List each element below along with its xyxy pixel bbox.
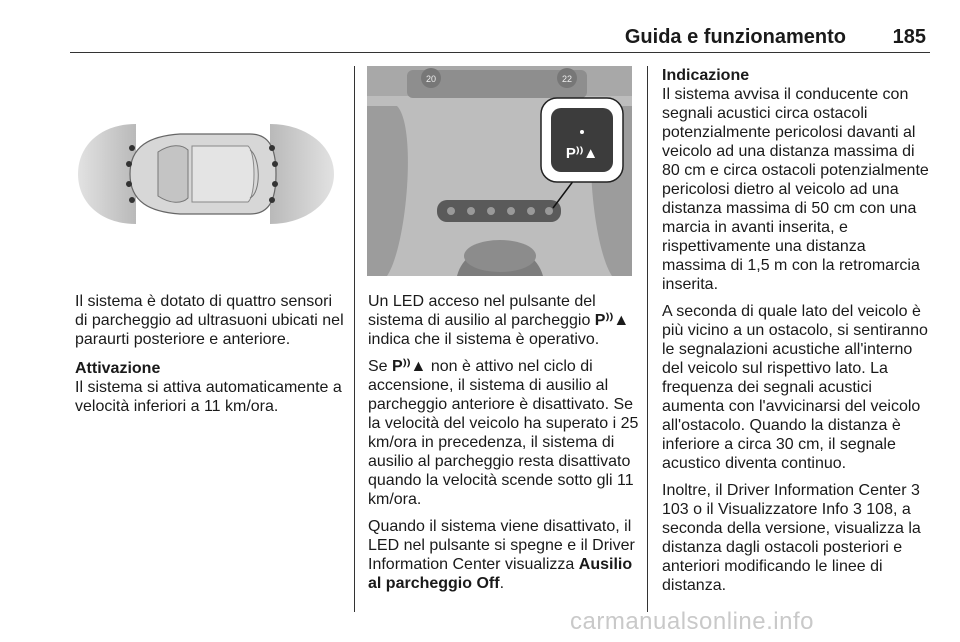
park-assist-symbol: P⁾⁾▲ (392, 358, 427, 375)
deactivation-paragraph: Quando il sistema viene disattivato, il LED nel pulsante si spegne e il Driver Information Center visualizza Ausilio al parcheggio Off. (368, 518, 635, 592)
watermark: carmanualsonline.info (570, 608, 814, 635)
page-number: 185 (892, 26, 926, 48)
svg-text:20: 20 (425, 74, 437, 84)
led-paragraph: Un LED acceso nel pulsante del sistema di ausilio al parcheggio P⁾⁾▲ indica che il sistema è operativo. (368, 293, 630, 348)
off-message: Ausilio al parcheggio Off (368, 556, 633, 592)
inactive-paragraph: Se P⁾⁾▲ non è attivo nel ciclo di accensione, il sistema di ausilio al parcheggio anteriore è disattivato. Se la velocità del veicolo ha superato i 25 km/ora in precedenza, il sistema di ausilio al parcheggio resta disattivato quando la velocità scende sotto gli 11 km/ora. (368, 358, 639, 508)
column-3 (662, 66, 930, 603)
parking-sensor-figure (70, 66, 343, 276)
indication-heading: Indicazione (662, 67, 750, 84)
svg-text:P⁾⁾▲: P⁾⁾▲ (565, 145, 599, 162)
park-assist-button-figure (367, 66, 632, 276)
column-divider-left (354, 66, 355, 612)
activation-paragraph: Il sistema si attiva automaticamente a velocità inferiori a 11 km/ora. (75, 379, 342, 415)
activation-heading: Attivazione (75, 360, 161, 377)
indication-paragraph-3: Inoltre, il Driver Information Center 3 103 o il Visualizzatore Info 3 108, a seconda della versione, visualizza la distanza dagli ostacoli posteriori e anteriori modificando le linee di distanza. (662, 482, 921, 594)
column-divider-right (647, 66, 648, 612)
column-2 (368, 292, 640, 601)
intro-paragraph: Il sistema è dotato di quattro sensori di parcheggio ad ultrasuoni ubicati nel paraurti posteriore e anteriore. (75, 293, 344, 348)
column-1 (75, 292, 347, 424)
page-reference-link[interactable]: 3 103 (662, 482, 920, 518)
park-assist-symbol: P⁾⁾▲ (594, 312, 630, 329)
page-reference-link[interactable]: 3 108 (852, 501, 893, 518)
page-header (70, 18, 930, 53)
svg-text:22: 22 (561, 74, 573, 84)
indication-paragraph-2: A seconda di quale lato del veicolo è più vicino a un ostacolo, si sentiranno le segnalazioni acustiche all'interno del veicolo sul rispettivo lato. La frequenza dei segnali acustici aumenta con l'avvicinarsi del veicolo all'ostacolo. Quando la distanza è inferiore a circa 30 cm, il segnale acustico diventa continuo. (662, 303, 928, 472)
indication-paragraph-1: Il sistema avvisa il conducente con segnali acustici circa ostacoli potenzialmente pericolosi davanti al veicolo ad una distanza massima di 80 cm e circa ostacoli potenzialmente pericolosi dietro al veicolo ad una distanza massima di 50 cm con una marcia in avanti inserita, e rispettivamente una distanza massima di 1,5 m con la retromarcia inserita. (662, 86, 929, 293)
page-title: Guida e funzionamento (624, 26, 846, 48)
